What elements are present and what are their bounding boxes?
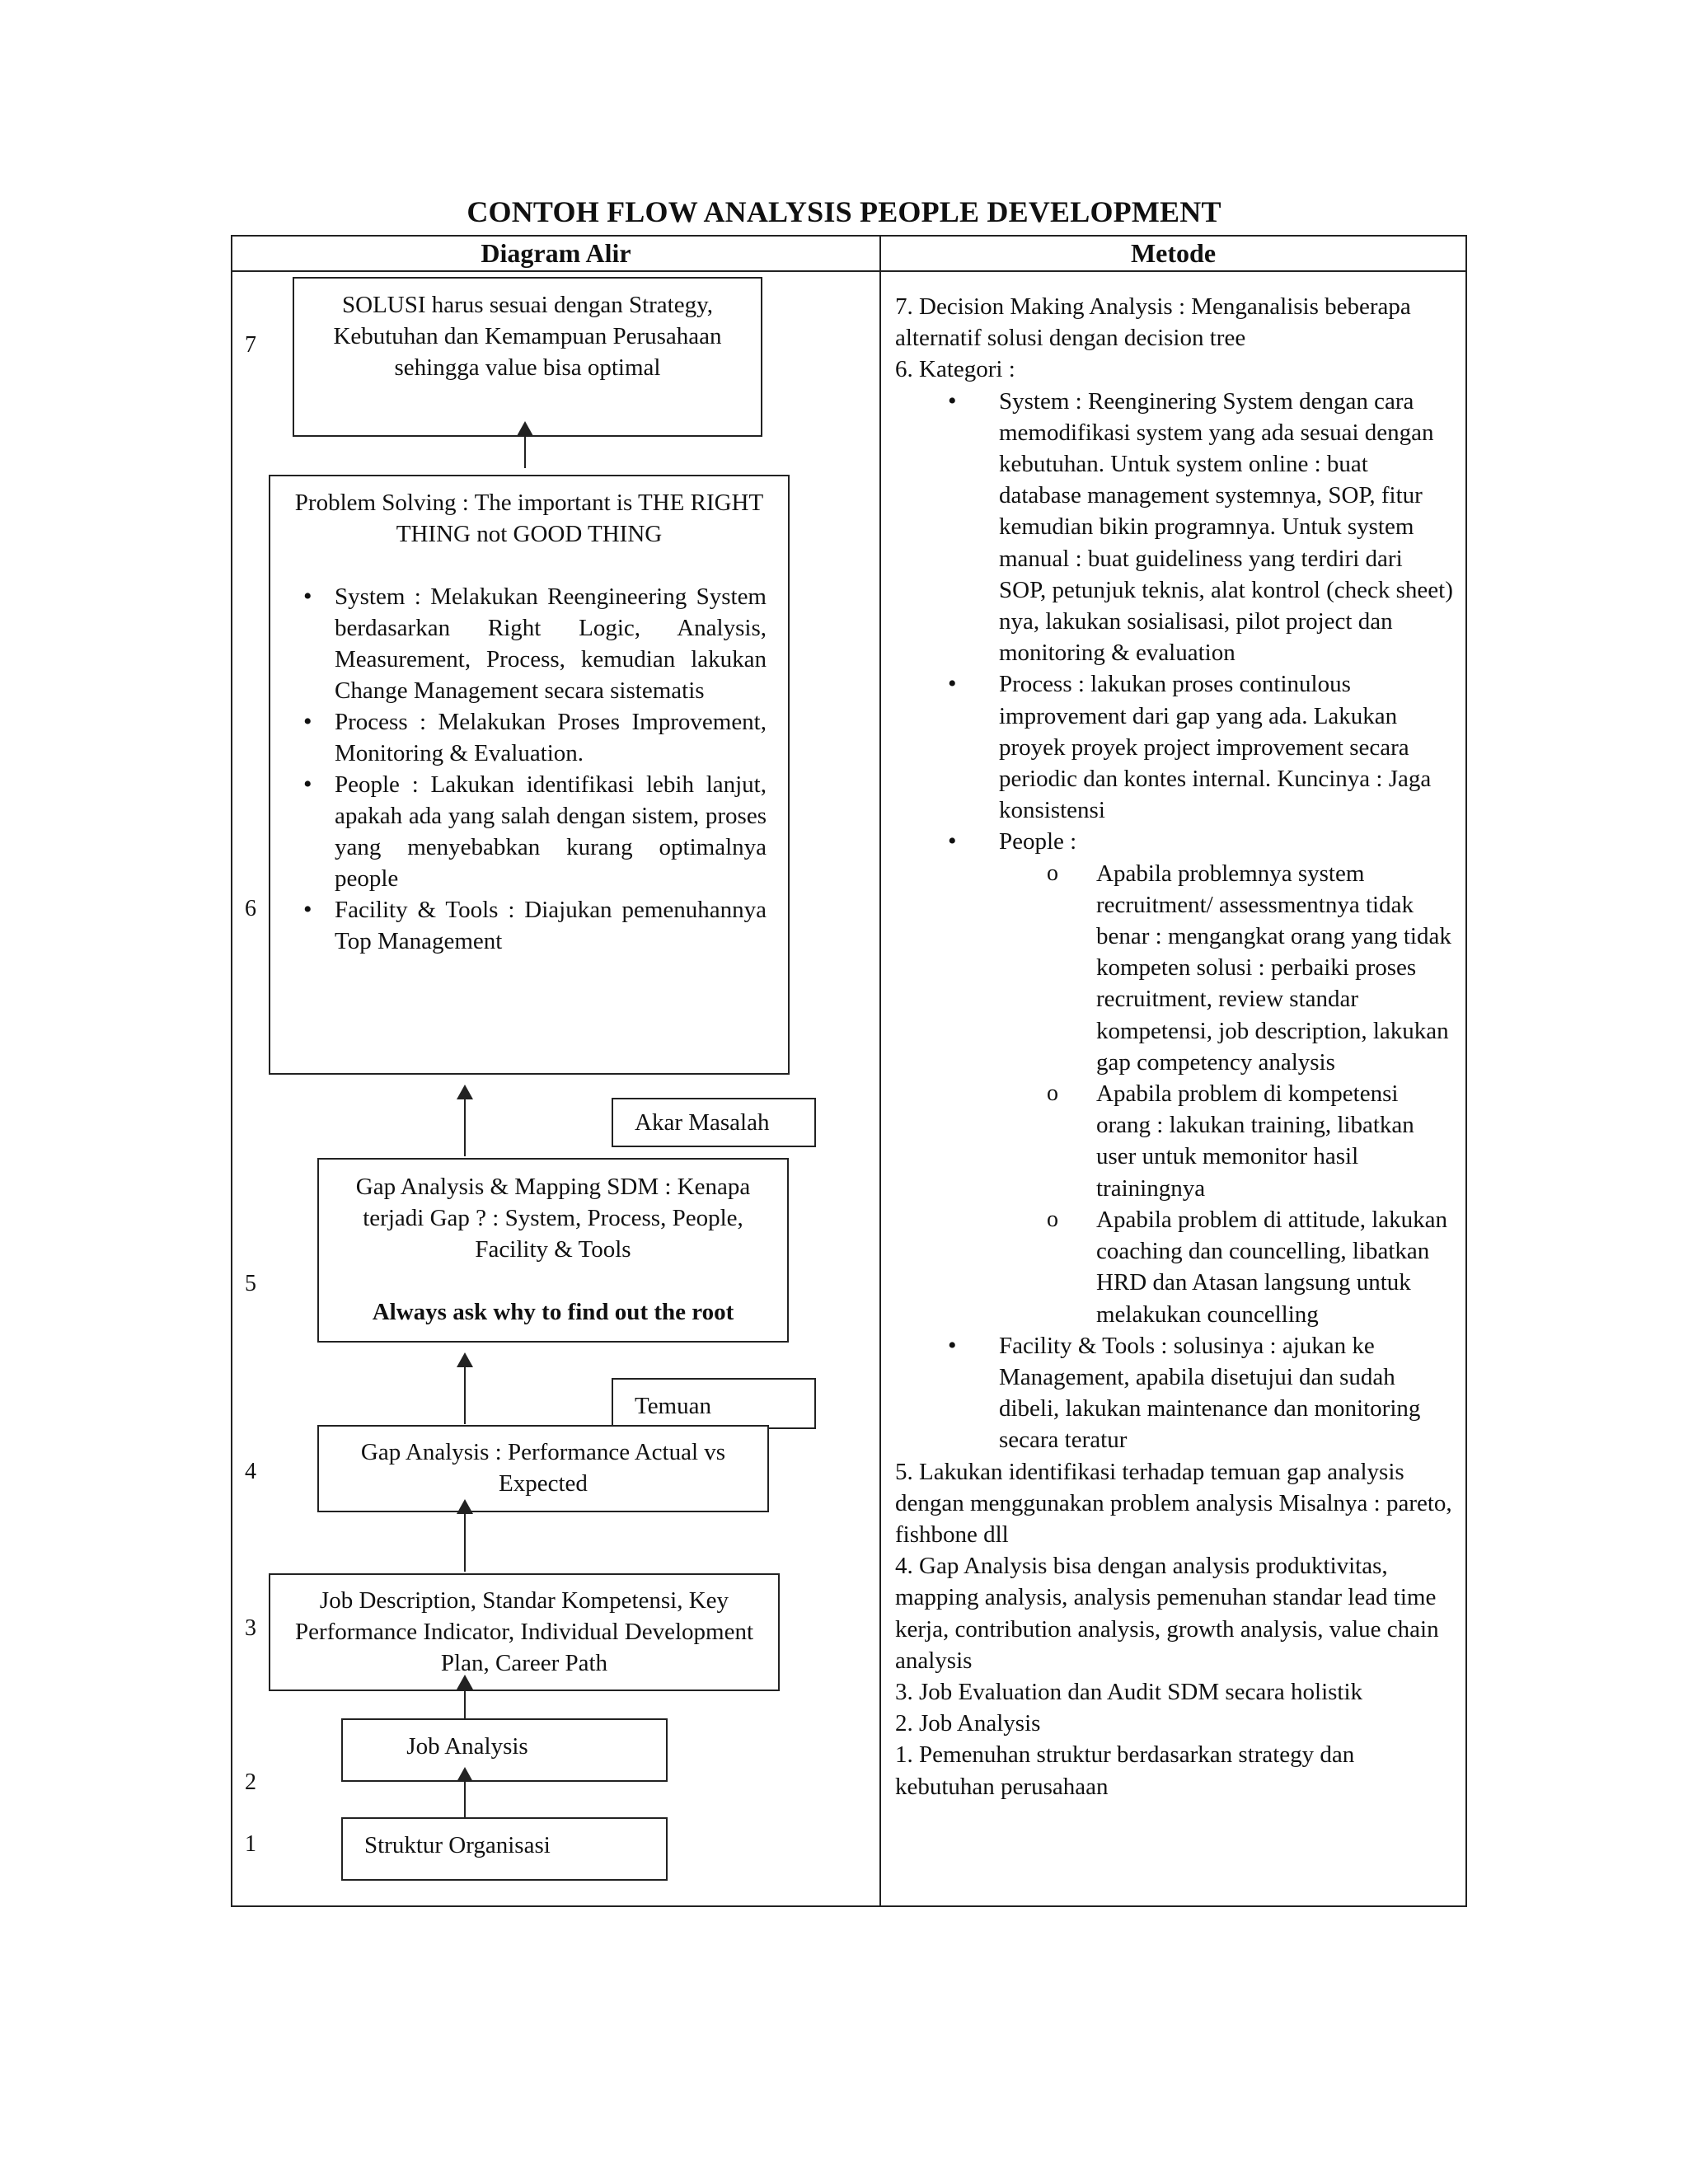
temuan-text: Temuan: [635, 1393, 711, 1419]
arrow-up-icon: [464, 1501, 466, 1572]
arrow-up-icon: [464, 1676, 466, 1720]
row-number-1: 1: [245, 1831, 256, 1857]
sub-list-item: o Apabila problemnya system recruitment/ assessmentnya tidak benar : mengangkat orang yang tidak kompeten solusi : perbaiki proses recruitment, review standar kompetensi, job description, lakukan gap competency analysis: [895, 858, 1456, 1078]
header-metode: Metode: [1130, 238, 1217, 268]
metode-7: 7. Decision Making Analysis : Menganalisis beberapa alternatif solusi dengan decision tree: [895, 293, 1411, 352]
metode-1: 1. Pemenuhan struktur berdasarkan strategy dan kebutuhan perusahaan: [895, 1741, 1355, 1800]
metode-column: [895, 291, 1456, 1802]
sub-list-item: o Apabila problem di kompetensi orang : lakukan training, libatkan user untuk memonitor hasil trainingnya: [895, 1078, 1456, 1204]
header-diagram-alir: Diagram Alir: [481, 238, 631, 268]
list-item: • People : Lakukan identifikasi lebih lanjut, apakah ada yang salah dengan sistem, proses yang menyebabkan kurang optimalnya people: [292, 769, 767, 894]
metode-3: 3. Job Evaluation dan Audit SDM secara holistik: [895, 1678, 1363, 1705]
arrow-up-icon: [464, 1354, 466, 1424]
header-divider: [231, 270, 1467, 272]
struktur-box: [341, 1817, 668, 1881]
gap-mapping-text: Gap Analysis & Mapping SDM : Kenapa terjadi Gap ? : System, Process, People, Facility & Tools: [355, 1174, 751, 1263]
arrow-up-icon: [524, 423, 526, 468]
list-item: • Facility & Tools : solusinya : ajukan ke Management, apabila disetujui dan sudah dibeli, lakukan maintenance dan monitoring secara teratur: [895, 1330, 1456, 1456]
struktur-text: Struktur Organisasi: [364, 1832, 551, 1858]
people-label: People :: [999, 828, 1077, 855]
list-item: • Process : lakukan proses continulous improvement dari gap yang ada. Lakukan proyek proyek project improvement secara periodic dan kontes internal. Kuncinya : Jaga konsistensi: [895, 668, 1456, 826]
people-sub-list: [999, 858, 1456, 1330]
gap-mapping-bold: Always ask why to find out the root: [372, 1299, 734, 1325]
list-item: • System : Melakukan Reengineering System berdasarkan Right Logic, Analysis, Measurement, Process, kemudian lakukan Change Management secara sistematis: [292, 581, 767, 706]
list-item: • Facility & Tools : Diajukan pemenuhannya Top Management: [292, 894, 767, 957]
arrow-up-icon: [464, 1769, 466, 1819]
list-item: • Process : Melakukan Proses Improvement, Monitoring & Evaluation.: [292, 706, 767, 769]
row-number-3: 3: [245, 1615, 256, 1641]
problem-solving-heading: Problem Solving : The important is THE RIGHT THING not GOOD THING: [294, 490, 764, 547]
metode-6: 6. Kategori :: [895, 356, 1015, 383]
temuan-tag: [612, 1378, 816, 1429]
list-item: [895, 826, 1456, 1329]
problem-solving-box: [269, 475, 790, 1075]
metode-4: 4. Gap Analysis bisa dengan analysis produktivitas, mapping analysis, analysis pemenuhan standar lead time kerja, contribution analysis, growth analysis, value chain analysis: [895, 1553, 1439, 1674]
list-item: • System : Reenginering System dengan cara memodifikasi system yang ada sesuai dengan kebutuhan. Untuk system online : buat database management systemnya, SOP, fitur kemudian bikin programnya. Untuk system manual : buat guideliness yang terdiri dari SOP, petunjuk teknis, alat kontrol (check sheet) nya, lakukan sosialisasi, pilot project dan monitoring & evaluation: [895, 386, 1456, 669]
sub-list-item: o Apabila problem di attitude, lakukan coaching dan councelling, libatkan HRD dan Atasan langsung untuk melakukan councelling: [895, 1204, 1456, 1330]
gap-mapping-box: [317, 1158, 789, 1343]
problem-solving-list: [292, 581, 767, 957]
page-title: CONTOH FLOW ANALYSIS PEOPLE DEVELOPMENT: [467, 195, 1221, 228]
row-number-5: 5: [245, 1271, 256, 1296]
gap-performance-box: [317, 1425, 769, 1512]
row-number-4: 4: [245, 1459, 256, 1484]
column-divider: [879, 235, 881, 1907]
kategori-list: [895, 386, 1456, 1456]
metode-5: 5. Lakukan identifikasi terhadap temuan gap analysis dengan menggunakan problem analysis Misalnya : pareto, fishbone dll: [895, 1458, 1452, 1548]
row-number-6: 6: [245, 896, 256, 921]
job-analysis-text: Job Analysis: [406, 1733, 528, 1760]
solusi-box: [293, 277, 762, 437]
job-description-box: [269, 1573, 780, 1691]
row-number-2: 2: [245, 1769, 256, 1795]
akar-masalah-text: Akar Masalah: [635, 1109, 770, 1136]
solusi-text: SOLUSI harus sesuai dengan Strategy, Kebutuhan dan Kemampuan Perusahaan sehingga value bisa optimal: [333, 292, 722, 381]
job-description-text: Job Description, Standar Kompetensi, Key Performance Indicator, Individual Development Plan, Career Path: [294, 1587, 754, 1676]
metode-2: 2. Job Analysis: [895, 1710, 1041, 1737]
gap-performance-text: Gap Analysis : Performance Actual vs Expected: [360, 1439, 726, 1497]
arrow-up-icon: [464, 1086, 466, 1156]
akar-masalah-tag: [612, 1098, 816, 1147]
job-analysis-box: [341, 1718, 668, 1782]
row-number-7: 7: [245, 332, 256, 358]
